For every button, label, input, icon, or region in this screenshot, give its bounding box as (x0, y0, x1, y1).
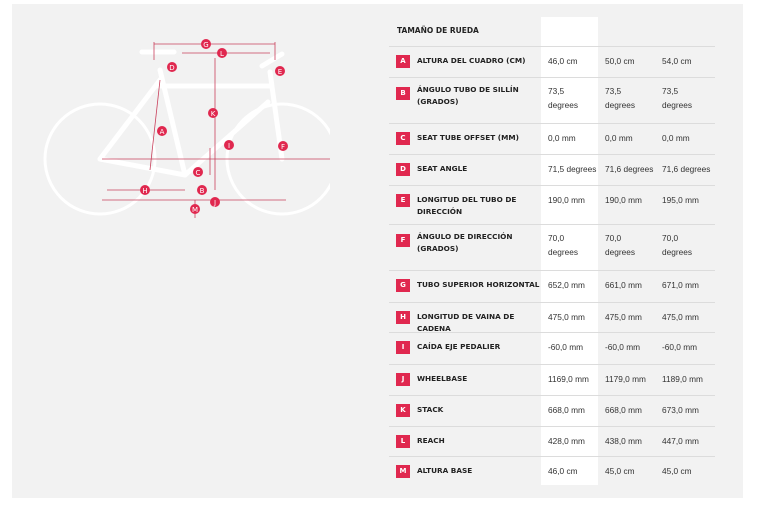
row-value-size-2: 661,0 mm (605, 280, 642, 290)
row-label: REACH (417, 436, 445, 445)
table-row (389, 123, 715, 155)
table-row (389, 456, 715, 489)
row-value-size-3: -60,0 mm (662, 342, 698, 352)
row-key-badge: I (396, 341, 410, 354)
row-value-size-1: 73,5 degrees (548, 86, 578, 110)
row-key-badge: M (396, 465, 410, 478)
row-key-badge: E (396, 194, 410, 207)
row-label: ÁNGULO DE DIRECCIÓN (GRADOS) (417, 232, 513, 253)
row-label: CAÍDA EJE PEDALIER (417, 342, 501, 351)
diagram-marker-L (217, 48, 227, 58)
row-value-size-1: 190,0 mm (548, 195, 585, 205)
dimension-lines (102, 42, 330, 218)
row-label: SEAT ANGLE (417, 164, 468, 173)
svg-text:I: I (227, 142, 231, 150)
row-value-size-2: 73,5 degrees (605, 86, 635, 110)
row-value-size-1: 1169,0 mm (548, 374, 589, 384)
table-header: TAMAÑO DE RUEDA (397, 26, 479, 35)
row-value-size-1: 70,0 degrees (548, 233, 578, 257)
svg-text:L: L (220, 50, 224, 58)
svg-text:G: G (203, 41, 209, 49)
row-value-size-1: 475,0 mm (548, 312, 585, 322)
row-value-size-3: 54,0 cm (662, 56, 692, 66)
row-value-size-3: 70,0 degrees (662, 233, 692, 257)
row-value-size-3: 0,0 mm (662, 133, 690, 143)
table-row (389, 270, 715, 303)
row-value-size-2: 475,0 mm (605, 312, 642, 322)
row-value-size-3: 673,0 mm (662, 405, 699, 415)
row-value-size-1: 71,5 degrees (548, 164, 597, 174)
row-value-size-3: 71,6 degrees (662, 164, 711, 174)
table-row (389, 46, 715, 78)
row-value-size-3: 195,0 mm (662, 195, 699, 205)
svg-text:J: J (213, 199, 217, 207)
row-value-size-1: 428,0 mm (548, 436, 585, 446)
row-value-size-3: 475,0 mm (662, 312, 699, 322)
row-key-badge: A (396, 55, 410, 68)
table-row (389, 302, 715, 333)
row-label: SEAT TUBE OFFSET (MM) (417, 133, 519, 142)
row-value-size-2: 45,0 cm (605, 466, 635, 476)
diagram-marker-D (167, 62, 177, 72)
diagram-marker-G (201, 39, 211, 49)
diagram-marker-J (210, 197, 220, 207)
row-key-badge: L (396, 435, 410, 448)
row-key-badge: D (396, 163, 410, 176)
svg-text:M: M (191, 206, 199, 214)
row-key-badge: K (396, 404, 410, 417)
diagram-marker-H (140, 185, 150, 195)
table-row (389, 224, 715, 271)
row-key-badge: F (396, 234, 410, 247)
svg-text:C: C (195, 169, 201, 177)
diagram-marker-K (208, 108, 218, 118)
row-value-size-2: 0,0 mm (605, 133, 633, 143)
svg-text:F: F (280, 143, 286, 151)
row-value-size-3: 1189,0 mm (662, 374, 703, 384)
diagram-marker-F (278, 141, 288, 151)
diagram-marker-M (190, 204, 200, 214)
row-value-size-3: 45,0 cm (662, 466, 692, 476)
bike-geometry-diagram (30, 20, 330, 230)
row-label: ALTURA DEL CUADRO (CM) (417, 56, 526, 65)
row-value-size-2: 1179,0 mm (605, 374, 646, 384)
table-row (389, 332, 715, 365)
diagram-marker-C (193, 167, 203, 177)
table-row (389, 185, 715, 225)
svg-text:E: E (277, 68, 283, 76)
row-label: WHEELBASE (417, 374, 468, 383)
row-label: ALTURA BASE (417, 466, 473, 475)
row-key-badge: C (396, 132, 410, 145)
row-label: LONGITUD DEL TUBO DE DIRECCIÓN (417, 195, 517, 216)
svg-text:H: H (142, 187, 148, 195)
row-value-size-3: 447,0 mm (662, 436, 699, 446)
table-row (389, 77, 715, 124)
diagram-marker-A (157, 126, 167, 136)
row-value-size-1: 46,0 cm (548, 466, 578, 476)
row-value-size-1: 668,0 mm (548, 405, 585, 415)
table-row (389, 426, 715, 457)
row-key-badge: H (396, 311, 410, 324)
row-value-size-1: -60,0 mm (548, 342, 584, 352)
row-value-size-1: 46,0 cm (548, 56, 578, 66)
row-value-size-2: 70,0 degrees (605, 233, 635, 257)
row-value-size-2: 190,0 mm (605, 195, 642, 205)
row-label: LONGITUD DE VAINA DE CADENA (417, 312, 515, 333)
row-value-size-2: 50,0 cm (605, 56, 635, 66)
table-row (389, 154, 715, 186)
row-key-badge: G (396, 279, 410, 292)
row-value-size-3: 73,5 degrees (662, 86, 692, 110)
row-value-size-2: 438,0 mm (605, 436, 642, 446)
svg-text:B: B (199, 187, 205, 195)
row-value-size-3: 671,0 mm (662, 280, 699, 290)
row-value-size-1: 652,0 mm (548, 280, 585, 290)
diagram-marker-I (224, 140, 234, 150)
table-row (389, 395, 715, 427)
svg-text:K: K (210, 110, 216, 118)
diagram-marker-B (197, 185, 207, 195)
table-row (389, 364, 715, 396)
row-label: ÁNGULO TUBO DE SILLÍN (GRADOS) (417, 85, 519, 106)
row-key-badge: J (396, 373, 410, 386)
svg-text:A: A (159, 128, 165, 136)
row-key-badge: B (396, 87, 410, 100)
diagram-marker-E (275, 66, 285, 76)
row-value-size-2: 71,6 degrees (605, 164, 654, 174)
row-value-size-2: -60,0 mm (605, 342, 641, 352)
row-value-size-2: 668,0 mm (605, 405, 642, 415)
row-label: STACK (417, 405, 444, 414)
row-label: TUBO SUPERIOR HORIZONTAL (417, 280, 540, 289)
svg-text:D: D (169, 64, 175, 72)
bike-frame (100, 52, 282, 175)
row-value-size-1: 0,0 mm (548, 133, 576, 143)
